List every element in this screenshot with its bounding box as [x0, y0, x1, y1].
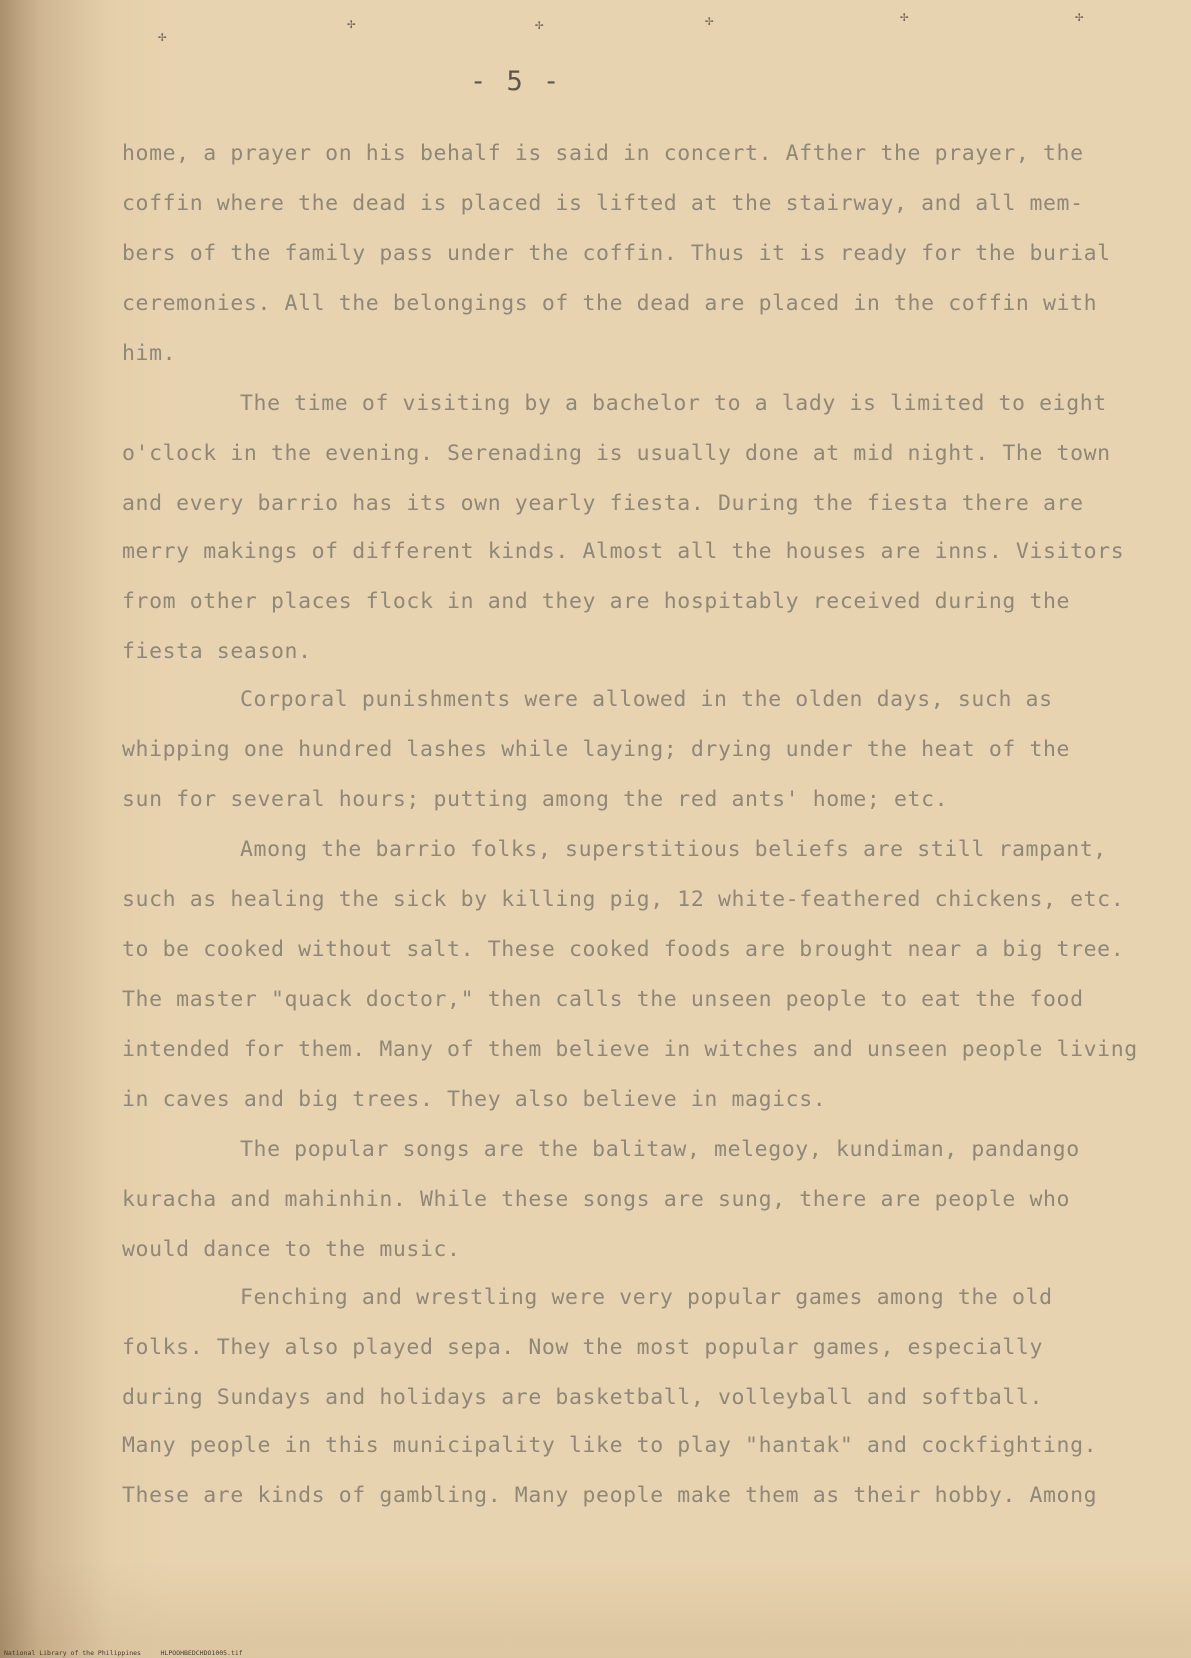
text-line: merry makings of different kinds. Almost all the houses are inns. Visitors — [122, 539, 1125, 564]
text-line: o'clock in the evening. Serenading is usually done at mid night. The town — [122, 441, 1111, 466]
text-line: The popular songs are the balitaw, melegoy, kundiman, pandango — [240, 1137, 1080, 1162]
text-line: whipping one hundred lashes while laying; drying under the heat of the — [122, 737, 1071, 762]
text-line: kuracha and mahinhin. While these songs are sung, there are people who — [122, 1187, 1071, 1212]
text-line: sun for several hours; putting among the red ants' home; etc. — [122, 787, 949, 812]
text-line: bers of the family pass under the coffin. Thus it is ready for the burial — [122, 241, 1111, 266]
text-line: These are kinds of gambling. Many people make them as their hobby. Among — [122, 1483, 1098, 1508]
text-line: to be cooked without salt. These cooked foods are brought near a big tree. — [122, 937, 1125, 962]
text-line: coffin where the dead is placed is lifted at the stairway, and all mem- — [122, 191, 1084, 216]
text-line: Fenching and wrestling were very popular games among the old — [240, 1285, 1053, 1310]
text-line: ceremonies. All the belongings of the dead are placed in the coffin with — [122, 291, 1098, 316]
text-line: him. — [122, 341, 177, 366]
scan-footer: National Library of the Philippines HLPOOHBEDCHDO1005.tif — [4, 1649, 243, 1657]
text-line: Among the barrio folks, superstitious beliefs are still rampant, — [240, 837, 1107, 862]
text-line: would dance to the music. — [122, 1237, 461, 1262]
text-line: home, a prayer on his behalf is said in concert. Afther the prayer, the — [122, 141, 1084, 166]
pin-mark: ✢ — [347, 16, 356, 32]
text-line: and every barrio has its own yearly fiesta. During the fiesta there are — [122, 491, 1084, 516]
text-line: fiesta season. — [122, 639, 312, 664]
text-line: The time of visiting by a bachelor to a lady is limited to eight — [240, 391, 1107, 416]
text-line: folks. They also played sepa. Now the most popular games, especially — [122, 1335, 1043, 1360]
pin-mark: ✢ — [705, 13, 714, 29]
text-line: during Sundays and holidays are basketball, volleyball and softball. — [122, 1385, 1043, 1410]
pin-mark: ✢ — [535, 17, 544, 33]
text-line: from other places flock in and they are hospitably received during the — [122, 589, 1071, 614]
text-line: such as healing the sick by killing pig, 12 white-feathered chickens, etc. — [122, 887, 1125, 912]
text-line: Many people in this municipality like to play "hantak" and cockfighting. — [122, 1433, 1098, 1458]
pin-mark: ✢ — [900, 9, 909, 25]
text-line: The master "quack doctor," then calls the unseen people to eat the food — [122, 987, 1084, 1012]
text-line: Corporal punishments were allowed in the olden days, such as — [240, 687, 1053, 712]
pin-mark: ✢ — [1075, 9, 1084, 25]
page-number: - 5 - — [470, 66, 562, 97]
text-line: intended for them. Many of them believe in witches and unseen people living — [122, 1037, 1138, 1062]
text-line: in caves and big trees. They also believe in magics. — [122, 1087, 827, 1112]
pin-mark: ✢ — [158, 29, 167, 45]
